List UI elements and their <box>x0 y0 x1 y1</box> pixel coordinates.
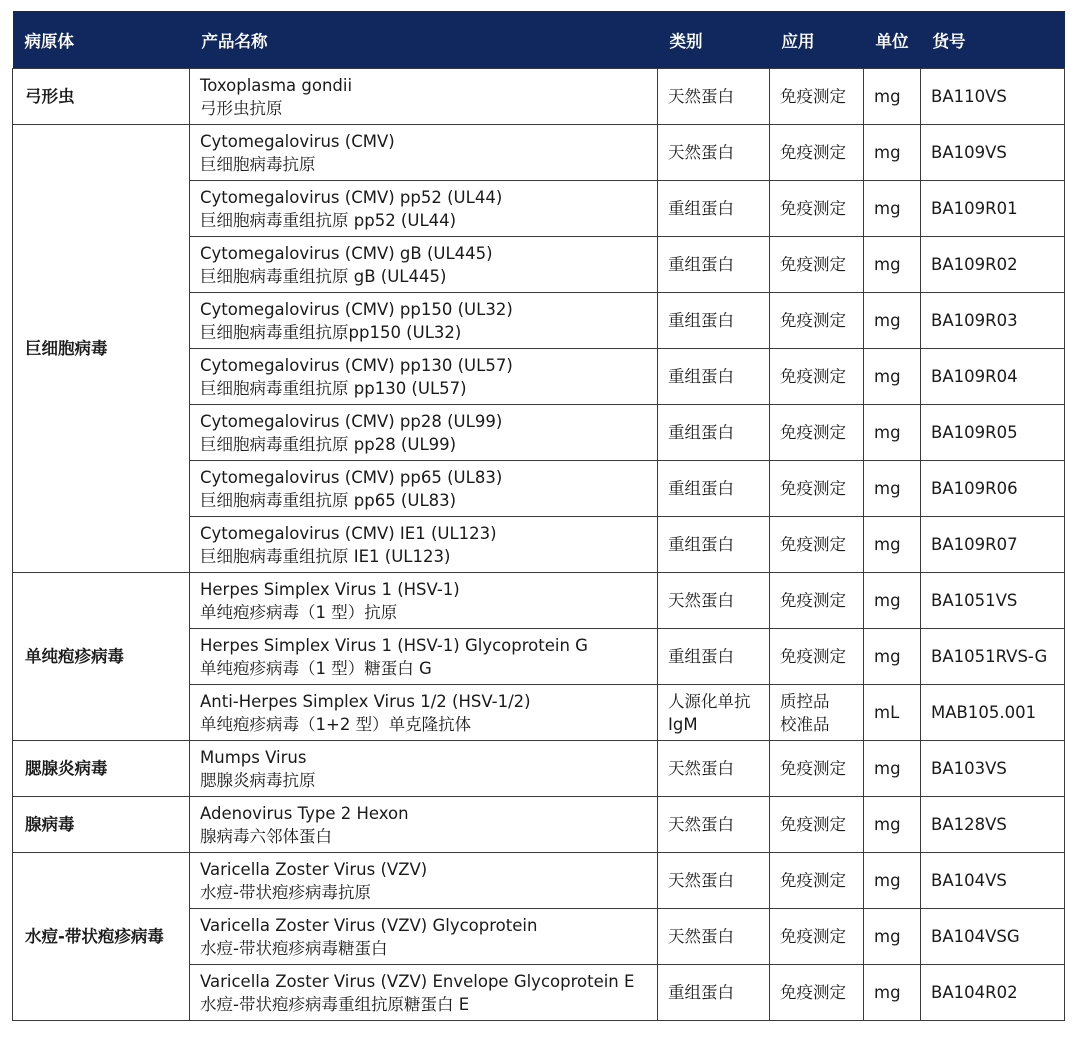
product-name-en: Cytomegalovirus (CMV) pp150 (UL32) <box>200 299 513 319</box>
application-cell: 免疫测定 <box>770 69 864 125</box>
product-name-en: Cytomegalovirus (CMV) gB (UL445) <box>200 243 493 263</box>
unit-cell: mg <box>864 573 921 629</box>
product-name-cell <box>190 237 658 293</box>
catalog-number-cell: BA109R01 <box>921 181 1065 237</box>
product-name-cn: 水痘-带状疱疹病毒抗原 <box>200 882 371 902</box>
header-unit: 单位 <box>864 11 921 69</box>
category-cell-line1: 人源化单抗 <box>668 691 751 711</box>
product-name-en: Herpes Simplex Virus 1 (HSV-1) <box>200 579 460 599</box>
catalog-number-cell: MAB105.001 <box>921 685 1065 741</box>
product-name-en: Cytomegalovirus (CMV) pp28 (UL99) <box>200 411 503 431</box>
category-cell: 重组蛋白 <box>658 405 770 461</box>
application-cell <box>770 685 864 741</box>
catalog-number-cell: BA1051RVS-G <box>921 629 1065 685</box>
table-row <box>13 125 1065 181</box>
application-cell: 免疫测定 <box>770 349 864 405</box>
header-application: 应用 <box>770 11 864 69</box>
product-name-cn: 水痘-带状疱疹病毒糖蛋白 <box>200 938 388 958</box>
table-row <box>13 853 1065 909</box>
product-name-cn: 巨细胞病毒重组抗原 pp65 (UL83) <box>200 490 457 510</box>
product-name-en: Varicella Zoster Virus (VZV) <box>200 859 428 879</box>
product-name-cell <box>190 797 658 853</box>
table-body <box>13 69 1065 1021</box>
product-name-cn: 水痘-带状疱疹病毒重组抗原糖蛋白 E <box>200 994 470 1014</box>
product-name-cn: 单纯疱疹病毒（1 型）糖蛋白 G <box>200 658 432 678</box>
category-cell: 重组蛋白 <box>658 629 770 685</box>
category-cell: 天然蛋白 <box>658 125 770 181</box>
category-cell: 天然蛋白 <box>658 69 770 125</box>
application-cell: 免疫测定 <box>770 965 864 1021</box>
product-name-en: Cytomegalovirus (CMV) pp52 (UL44) <box>200 187 503 207</box>
product-name-cn: 巨细胞病毒重组抗原 pp28 (UL99) <box>200 434 457 454</box>
application-cell-line1: 质控品 <box>780 691 830 711</box>
pathogen-cell: 水痘-带状疱疹病毒 <box>13 853 190 1021</box>
product-table <box>12 11 1065 1021</box>
header-pathogen: 病原体 <box>13 11 190 69</box>
table-row <box>13 573 1065 629</box>
category-cell <box>658 685 770 741</box>
product-name-en: Cytomegalovirus (CMV) <box>200 131 395 151</box>
product-name-en: Cytomegalovirus (CMV) pp65 (UL83) <box>200 467 503 487</box>
product-name-cn: 巨细胞病毒重组抗原 IE1 (UL123) <box>200 546 451 566</box>
product-name-cell <box>190 405 658 461</box>
product-name-cn: 腮腺炎病毒抗原 <box>200 770 316 790</box>
table-row <box>13 741 1065 797</box>
unit-cell: mg <box>864 629 921 685</box>
product-name-cell <box>190 685 658 741</box>
application-cell: 免疫测定 <box>770 909 864 965</box>
application-cell: 免疫测定 <box>770 517 864 573</box>
category-cell: 天然蛋白 <box>658 797 770 853</box>
catalog-number-cell: BA109VS <box>921 125 1065 181</box>
pathogen-cell: 腮腺炎病毒 <box>13 741 190 797</box>
product-name-cn: 腺病毒六邻体蛋白 <box>200 826 332 846</box>
product-name-cn: 巨细胞病毒重组抗原 gB (UL445) <box>200 266 447 286</box>
product-name-en: Varicella Zoster Virus (VZV) Envelope Glycoprotein E <box>200 971 635 991</box>
application-cell: 免疫测定 <box>770 573 864 629</box>
header-category: 类别 <box>658 11 770 69</box>
product-name-en: Anti-Herpes Simplex Virus 1/2 (HSV-1/2) <box>200 691 531 711</box>
unit-cell: mg <box>864 405 921 461</box>
application-cell: 免疫测定 <box>770 853 864 909</box>
unit-cell: mg <box>864 181 921 237</box>
product-name-cell <box>190 181 658 237</box>
product-name-en: Adenovirus Type 2 Hexon <box>200 803 409 823</box>
product-name-cn: 单纯疱疹病毒（1 型）抗原 <box>200 602 398 622</box>
product-name-cell <box>190 853 658 909</box>
product-name-en: Mumps Virus <box>200 747 307 767</box>
unit-cell: mg <box>864 909 921 965</box>
table-header-row <box>13 11 1065 69</box>
application-cell: 免疫测定 <box>770 125 864 181</box>
unit-cell: mg <box>864 349 921 405</box>
product-name-en: Cytomegalovirus (CMV) pp130 (UL57) <box>200 355 513 375</box>
product-name-cell <box>190 293 658 349</box>
application-cell: 免疫测定 <box>770 461 864 517</box>
category-cell: 天然蛋白 <box>658 573 770 629</box>
table-row <box>13 69 1065 125</box>
catalog-number-cell: BA109R05 <box>921 405 1065 461</box>
unit-cell: mg <box>864 517 921 573</box>
catalog-number-cell: BA109R07 <box>921 517 1065 573</box>
product-name-cn: 弓形虫抗原 <box>200 98 283 118</box>
catalog-number-cell: BA109R03 <box>921 293 1065 349</box>
unit-cell: mg <box>864 461 921 517</box>
category-cell: 重组蛋白 <box>658 517 770 573</box>
product-name-cell <box>190 125 658 181</box>
pathogen-cell: 巨细胞病毒 <box>13 125 190 573</box>
unit-cell: mL <box>864 685 921 741</box>
catalog-number-cell: BA109R04 <box>921 349 1065 405</box>
unit-cell: mg <box>864 741 921 797</box>
unit-cell: mg <box>864 237 921 293</box>
application-cell: 免疫测定 <box>770 237 864 293</box>
category-cell: 重组蛋白 <box>658 349 770 405</box>
product-name-cell <box>190 349 658 405</box>
catalog-number-cell: BA109R02 <box>921 237 1065 293</box>
application-cell: 免疫测定 <box>770 181 864 237</box>
pathogen-cell: 腺病毒 <box>13 797 190 853</box>
product-name-cn: 单纯疱疹病毒（1+2 型）单克隆抗体 <box>200 714 472 734</box>
product-name-en: Cytomegalovirus (CMV) IE1 (UL123) <box>200 523 497 543</box>
product-name-cell <box>190 461 658 517</box>
application-cell: 免疫测定 <box>770 797 864 853</box>
pathogen-cell: 单纯疱疹病毒 <box>13 573 190 741</box>
header-product-name: 产品名称 <box>190 11 658 69</box>
category-cell: 天然蛋白 <box>658 741 770 797</box>
product-name-cn: 巨细胞病毒抗原 <box>200 154 316 174</box>
application-cell: 免疫测定 <box>770 741 864 797</box>
product-name-en: Varicella Zoster Virus (VZV) Glycoprotein <box>200 915 538 935</box>
application-cell: 免疫测定 <box>770 405 864 461</box>
catalog-number-cell: BA103VS <box>921 741 1065 797</box>
category-cell: 重组蛋白 <box>658 293 770 349</box>
category-cell-line2: IgM <box>668 714 698 734</box>
product-name-cell <box>190 69 658 125</box>
application-cell-line2: 校准品 <box>780 714 830 734</box>
category-cell: 重组蛋白 <box>658 965 770 1021</box>
catalog-number-cell: BA104VSG <box>921 909 1065 965</box>
product-name-en: Toxoplasma gondii <box>200 75 353 95</box>
catalog-number-cell: BA1051VS <box>921 573 1065 629</box>
product-name-cell <box>190 909 658 965</box>
unit-cell: mg <box>864 125 921 181</box>
header-catalog-number: 货号 <box>921 11 1065 69</box>
product-name-cn: 巨细胞病毒重组抗原pp150 (UL32) <box>200 322 462 342</box>
category-cell: 重组蛋白 <box>658 237 770 293</box>
product-name-cell <box>190 517 658 573</box>
category-cell: 重组蛋白 <box>658 461 770 517</box>
product-name-en: Herpes Simplex Virus 1 (HSV-1) Glycoprotein G <box>200 635 588 655</box>
unit-cell: mg <box>864 797 921 853</box>
catalog-number-cell: BA104VS <box>921 853 1065 909</box>
product-name-cell <box>190 965 658 1021</box>
product-name-cell <box>190 573 658 629</box>
application-cell: 免疫测定 <box>770 629 864 685</box>
product-name-cn: 巨细胞病毒重组抗原 pp130 (UL57) <box>200 378 467 398</box>
unit-cell: mg <box>864 293 921 349</box>
table-row <box>13 797 1065 853</box>
category-cell: 天然蛋白 <box>658 909 770 965</box>
catalog-number-cell: BA128VS <box>921 797 1065 853</box>
unit-cell: mg <box>864 69 921 125</box>
product-name-cell <box>190 629 658 685</box>
unit-cell: mg <box>864 965 921 1021</box>
product-name-cn: 巨细胞病毒重组抗原 pp52 (UL44) <box>200 210 457 230</box>
catalog-number-cell: BA110VS <box>921 69 1065 125</box>
application-cell: 免疫测定 <box>770 293 864 349</box>
product-name-cell <box>190 741 658 797</box>
category-cell: 天然蛋白 <box>658 853 770 909</box>
catalog-number-cell: BA104R02 <box>921 965 1065 1021</box>
pathogen-cell: 弓形虫 <box>13 69 190 125</box>
catalog-number-cell: BA109R06 <box>921 461 1065 517</box>
category-cell: 重组蛋白 <box>658 181 770 237</box>
unit-cell: mg <box>864 853 921 909</box>
